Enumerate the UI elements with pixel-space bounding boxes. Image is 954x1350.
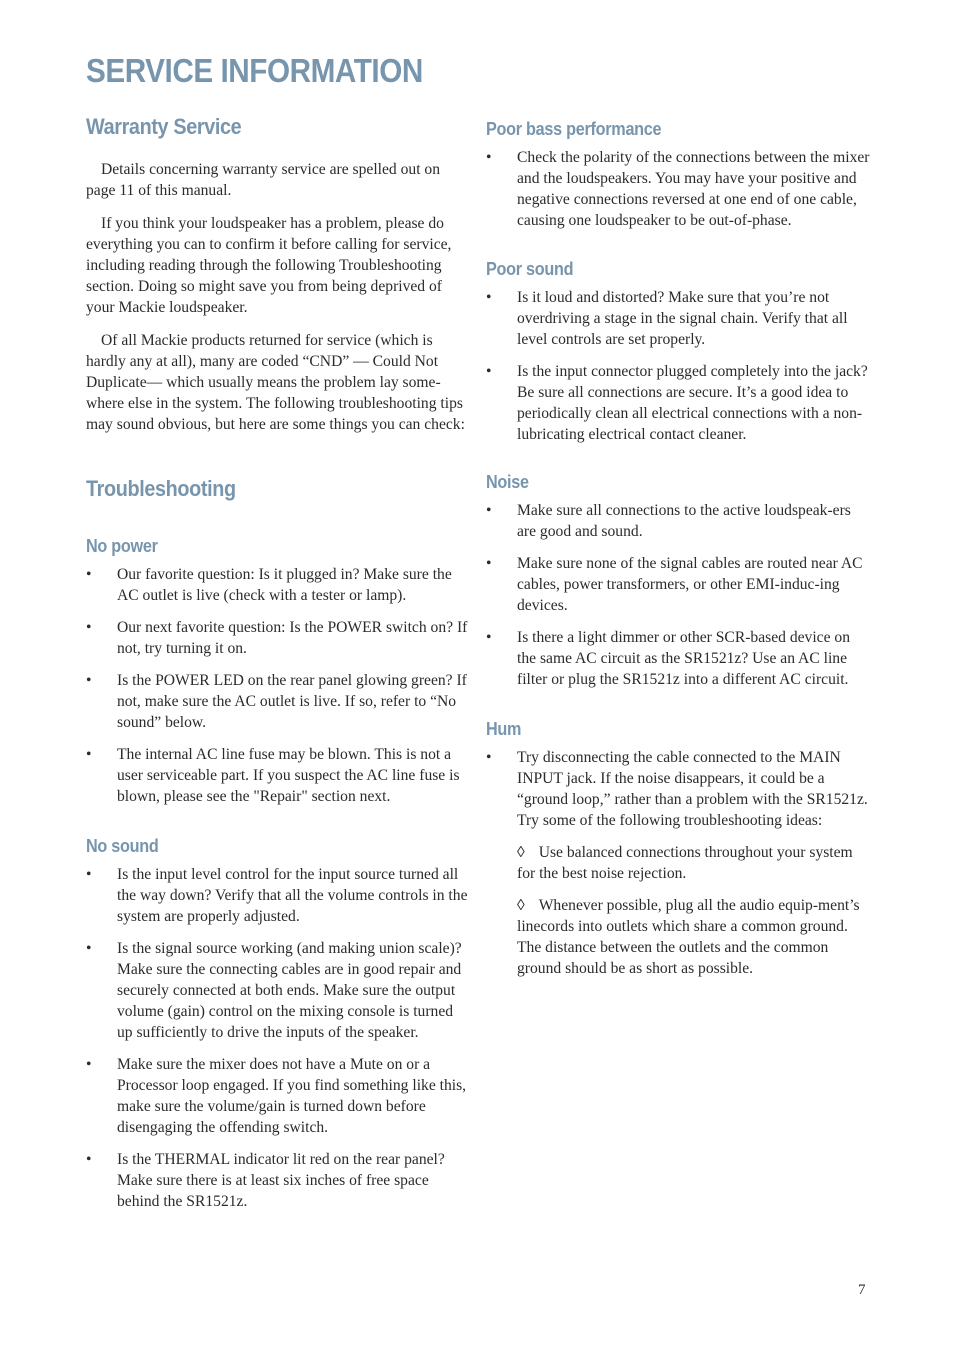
list-item-text: Make sure all connections to the active loudspeak-ers are good and sound. [517,502,851,540]
list-item [486,500,870,542]
list-item [86,1054,471,1138]
poor-sound-heading: Poor sound [486,259,574,279]
list-item-text: Is the signal source working (and making union scale)? Make sure the connecting cables are in good repair and securely connected at both ends. Make sure the output volume (gain) control on the mixing console is turned up sufficiently to drive the inputs of the speaker. [117,940,462,1041]
bullet-icon: • [86,746,92,763]
list-item [86,617,471,659]
bullet-icon: • [86,940,92,957]
left-column [86,114,471,1223]
warranty-paragraph: Of all Mackie products returned for service (which is hardly any at all), many are coded “CND” — Could Not Duplicate— which usually means the problem lay some-where else in the system. The following troubleshooting tips may sound obvious, but here are some things you can check: [86,332,465,433]
right-column [486,119,870,990]
bullet-icon: • [486,289,492,306]
list-item [486,553,870,616]
hum-sub-item [486,842,870,884]
diamond-icon: ◊ [517,844,525,861]
list-item [486,747,870,831]
bullet-icon: • [486,749,492,766]
page-number: 7 [858,1282,866,1298]
list-item-text: Make sure the mixer does not have a Mute on or a Processor loop engaged. If you find something like this, make sure the volume/gain is turned down before disengaging the offending switch. [117,1056,467,1136]
poor-bass-heading: Poor bass performance [486,119,662,139]
list-item [86,670,471,733]
warranty-heading: Warranty Service [86,114,242,139]
bullet-icon: • [86,1151,92,1168]
no-sound-list [86,864,471,1212]
list-item-text: Is the POWER LED on the rear panel glowing green? If not, make sure the AC outlet is live. If so, refer to “No sound” below. [117,672,467,731]
list-item-text: Our next favorite question: Is the POWER switch on? If not, try turning it on. [117,619,468,657]
diamond-icon: ◊ [517,897,525,914]
hum-list [486,747,870,831]
page-title: SERVICE INFORMATION [86,52,423,89]
bullet-icon: • [86,566,92,583]
list-item-text: Our favorite question: Is it plugged in? Make sure the AC outlet is live (check with a tester or lamp). [117,566,452,604]
list-item [86,938,471,1043]
list-item [486,627,870,690]
bullet-icon: • [86,866,92,883]
no-sound-heading: No sound [86,836,159,856]
bullet-icon: • [86,672,92,689]
bullet-icon: • [86,619,92,636]
sub-item-text: Use balanced connections throughout your system for the best noise rejection. [517,844,853,882]
bullet-icon: • [86,1056,92,1073]
list-item [86,864,471,927]
poor-sound-list [486,287,870,445]
bullet-icon: • [486,502,492,519]
hum-heading: Hum [486,719,522,739]
list-item [486,361,870,445]
bullet-icon: • [486,149,492,166]
list-item [486,147,870,231]
no-power-list [86,564,471,807]
troubleshooting-heading: Troubleshooting [86,476,236,501]
bullet-icon: • [486,629,492,646]
no-power-heading: No power [86,536,158,556]
list-item-text: Is there a light dimmer or other SCR-based device on the same AC circuit as the SR1521z? Use an AC line filter or plug the SR1521z into a different AC circuit. [517,629,851,688]
list-item [486,287,870,350]
list-item-text: Is the input level control for the input source turned all the way down? Verify that all the volume controls in the system are properly adjusted. [117,866,468,925]
list-item-text: Try disconnecting the cable connected to the MAIN INPUT jack. If the noise disappears, it could be a “ground loop,” rather than a problem with the SR1521z. Try some of the following troubleshooting ideas: [517,749,868,829]
list-item [86,744,471,807]
noise-heading: Noise [486,472,529,492]
warranty-paragraph: If you think your loudspeaker has a problem, please do everything you can to confirm it before calling for service, including reading through the following Troubleshooting section. Doing so might save you from being deprived of your Mackie loudspeaker. [86,215,452,316]
noise-list [486,500,870,690]
list-item-text: Check the polarity of the connections between the mixer and the loudspeakers. You may have your positive and negative connections reversed at one end of one cable, causing one loudspeaker to be out-of-phase. [517,149,870,229]
list-item-text: The internal AC line fuse may be blown. This is not a user serviceable part. If you suspect the AC line fuse is blown, please see the "Repair" section next. [117,746,460,805]
list-item-text: Is it loud and distorted? Make sure that you’re not overdriving a stage in the signal chain. Verify that all level controls are set properly. [517,289,848,348]
list-item [86,564,471,606]
hum-sub-item [486,895,870,979]
list-item-text: Is the THERMAL indicator lit red on the rear panel? Make sure there is at least six inches of free space behind the SR1521z. [117,1151,445,1210]
bullet-icon: • [486,363,492,380]
poor-bass-list [486,147,870,231]
list-item [86,1149,471,1212]
bullet-icon: • [486,555,492,572]
sub-item-text: Whenever possible, plug all the audio equip-ment’s linecords into outlets which share a common ground. The distance between the outlets and the common ground should be as short as possible. [517,897,860,977]
list-item-text: Make sure none of the signal cables are routed near AC cables, power transformers, or other EMI-induc-ing devices. [517,555,863,614]
list-item-text: Is the input connector plugged completely into the jack? Be sure all connections are secure. It’s a good idea to periodically clean all electrical connections with a non-lubricating electrical contact cleaner. [517,363,868,443]
warranty-paragraph: Details concerning warranty service are spelled out on page 11 of this manual. [86,161,441,199]
